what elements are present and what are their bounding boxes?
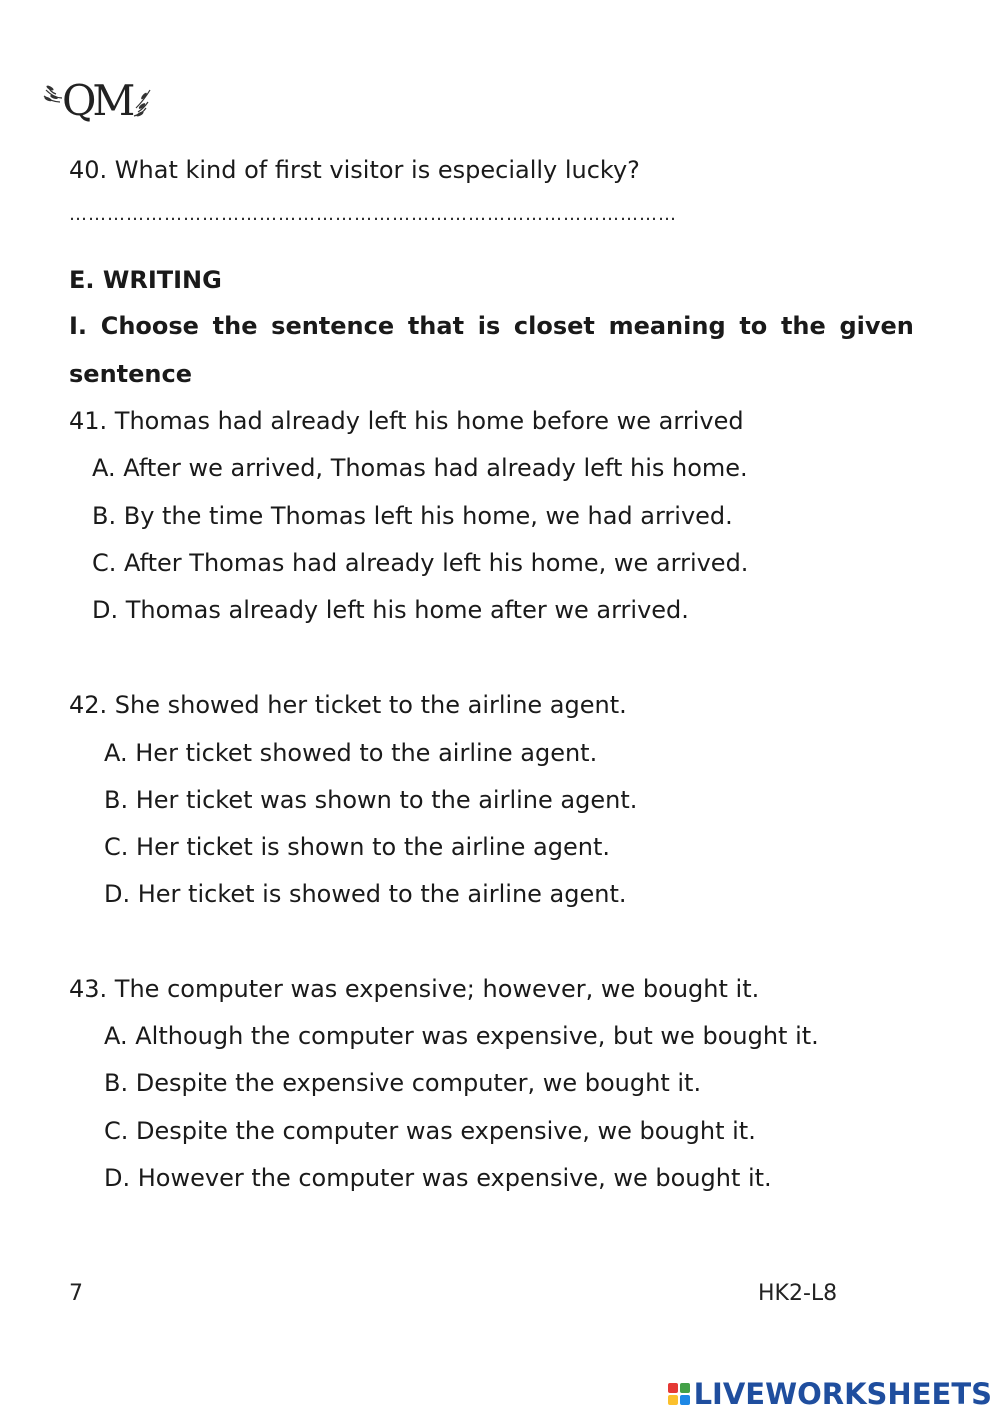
q41-option-b[interactable]: B. By the time Thomas left his home, we had arrived.	[92, 502, 733, 530]
lw-text: LIVEWORKSHEETS	[693, 1377, 992, 1411]
lw-block	[668, 1383, 678, 1393]
q41-option-a[interactable]: A. After we arrived, Thomas had already left his home.	[92, 454, 748, 482]
instruction-word: sentence	[271, 312, 395, 340]
question-42-stem: 42. She showed her ticket to the airline agent.	[69, 691, 627, 719]
answer-line-40[interactable]: ……………………………………………………………………………………	[69, 204, 677, 225]
question-41-stem: 41. Thomas had already left his home before we arrived	[69, 407, 744, 435]
instruction-word: is	[477, 312, 501, 340]
liveworksheets-logo	[668, 1374, 992, 1414]
instruction-word: the	[212, 312, 258, 340]
q43-option-b[interactable]: B. Despite the expensive computer, we bought it.	[104, 1069, 702, 1097]
question-40: 40. What kind of first visitor is especially lucky?	[69, 156, 640, 184]
doc-code: HK2-L8	[758, 1281, 838, 1306]
q43-option-d[interactable]: D. However the computer was expensive, we bought it.	[104, 1164, 772, 1192]
instruction-word: I.	[69, 312, 88, 340]
lw-block	[680, 1383, 690, 1393]
q42-option-b[interactable]: B. Her ticket was shown to the airline agent.	[104, 786, 638, 814]
instruction-word: meaning	[608, 312, 726, 340]
instruction-line	[69, 310, 914, 342]
q41-option-c[interactable]: C. After Thomas had already left his home, we arrived.	[92, 549, 749, 577]
instruction-word: closet	[513, 312, 595, 340]
q42-option-d[interactable]: D. Her ticket is showed to the airline agent.	[104, 880, 627, 908]
qm-logo	[40, 68, 152, 134]
logo-letters: QM	[62, 76, 132, 125]
q43-option-a[interactable]: A. Although the computer was expensive, but we bought it.	[104, 1022, 819, 1050]
lw-block	[680, 1395, 690, 1405]
lw-block	[668, 1395, 678, 1405]
instruction-word: to	[739, 312, 768, 340]
instruction-word: the	[780, 312, 826, 340]
q43-option-c[interactable]: C. Despite the computer was expensive, we bought it.	[104, 1117, 756, 1145]
q42-option-a[interactable]: A. Her ticket showed to the airline agent.	[104, 739, 598, 767]
instruction-word: that	[407, 312, 465, 340]
q41-option-d[interactable]: D. Thomas already left his home after we arrived.	[92, 596, 689, 624]
q42-option-c[interactable]: C. Her ticket is shown to the airline agent.	[104, 833, 610, 861]
question-43-stem: 43. The computer was expensive; however, we bought it.	[69, 975, 760, 1003]
instruction-end: sentence	[69, 360, 192, 388]
section-heading: E. WRITING	[69, 266, 222, 294]
lw-blocks-icon	[668, 1383, 690, 1405]
instruction-word: Choose	[100, 312, 199, 340]
instruction-word: given	[839, 312, 914, 340]
page-number: 7	[69, 1281, 83, 1306]
